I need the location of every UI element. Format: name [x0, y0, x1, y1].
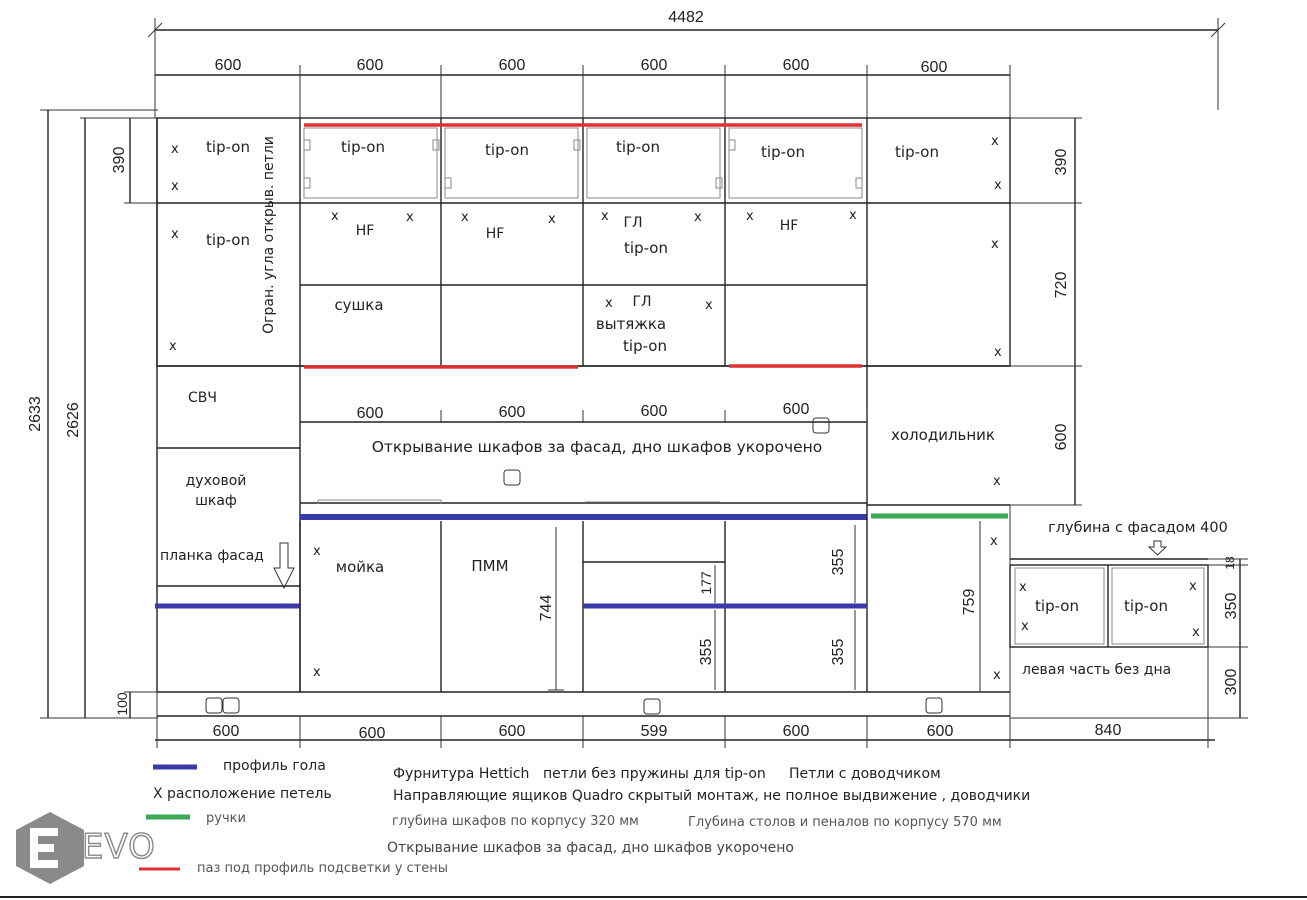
note-depth-upper: глубина шкафов по корпусу 320 мм [392, 814, 639, 829]
vytyazhka-label: вытяжка [595, 315, 667, 333]
hinge-limit-label: Огран. угла открыв. петли [261, 136, 277, 334]
hf-label: HF [485, 226, 505, 242]
mid-width-1: 600 [356, 405, 384, 422]
note-hinges-tipon: петли без пружины для tip-on [543, 766, 766, 782]
mid-width-2: 600 [498, 404, 526, 421]
fridge-label: холодильник [891, 426, 995, 444]
hinge-mark: x [605, 296, 613, 311]
down-arrow-icon [274, 543, 294, 588]
mid-width-4: 600 [782, 401, 810, 418]
tip-on-label: tip-on [1124, 597, 1168, 615]
bottom-width-2: 600 [358, 725, 386, 742]
top-width-2: 600 [356, 57, 384, 74]
tip-on-label: tip-on [616, 138, 660, 156]
height-350: 350 [1223, 592, 1240, 620]
hinge-mark: x [331, 209, 339, 224]
hinge-mark: x [171, 142, 179, 157]
logo-text: EVO [82, 827, 156, 867]
height-390-right: 390 [1053, 148, 1070, 176]
tip-on-label: tip-on [206, 231, 250, 249]
tip-on-label: tip-on [206, 138, 250, 156]
sushka-label: сушка [334, 296, 384, 314]
note-depth-lower: Глубина столов и пеналов по корпусу 570 мм [688, 815, 1002, 830]
oven-label-2: шкаф [195, 493, 237, 509]
height-600: 600 [1053, 423, 1070, 451]
legend-gola-label: профиль гола [223, 758, 326, 774]
bottom-widths-dimension [155, 716, 1215, 748]
hinge-mark: x [461, 210, 469, 225]
note-quadro: Направляющие ящиков Quadro скрытый монтаж, не полное выдвижение , доводчики [393, 788, 1031, 804]
hinge-mark: x [990, 534, 998, 549]
top-width-6: 600 [920, 59, 948, 76]
hinge-mark: x [1021, 619, 1029, 634]
hinge-mark: x [313, 665, 321, 680]
legend-groove-label: паз под профиль подсветки у стены [197, 861, 449, 876]
sink-label: мойка [335, 558, 385, 576]
bottom-width-4: 599 [640, 723, 668, 740]
right-height-dimensions [1010, 118, 1082, 505]
right-side-section [1010, 520, 1248, 718]
legend-hinge-label: Х расположение петель [153, 786, 332, 802]
depth-label: глубина с фасадом 400 [1048, 520, 1228, 536]
upper-labels [206, 136, 939, 355]
hinge-mark: x [994, 345, 1002, 360]
tip-on-label: tip-on [341, 138, 385, 156]
note-opening: Открывание шкафов за фасад, дно шкафов укорочено [387, 840, 794, 856]
planka-label: планка фасад [160, 548, 264, 564]
overall-width-label: 4482 [668, 9, 704, 26]
gl-label: ГЛ [632, 294, 652, 310]
down-arrow-icon [1149, 541, 1166, 555]
bottom-width-5: 600 [782, 723, 810, 740]
height-355-b: 355 [830, 548, 847, 576]
opening-note-label: Открывание шкафов за фасад, дно шкафов укорочено [371, 438, 823, 456]
hinge-mark: x [169, 339, 177, 354]
height-18: 18 [1223, 556, 1237, 570]
hinge-mark: x [849, 208, 857, 223]
bottom-width-3: 600 [498, 723, 526, 740]
base-cabinets [157, 426, 1010, 716]
hinge-mark: x [171, 227, 179, 242]
hf-label: HF [355, 223, 375, 239]
top-width-1: 600 [214, 57, 242, 74]
note-hettich: Фурнитура Hettich [393, 766, 530, 782]
hinge-mark: x [548, 212, 556, 227]
top-width-5: 600 [782, 57, 810, 74]
gl-label: ГЛ [623, 215, 643, 231]
hinge-mark: x [313, 544, 321, 559]
height-759: 759 [961, 588, 978, 616]
bottom-width-right: 840 [1094, 722, 1122, 739]
overall-dimension [148, 9, 1225, 118]
pmm-label: ПММ [471, 557, 509, 575]
hinge-mark: x [694, 210, 702, 225]
height-744: 744 [538, 594, 555, 622]
hinge-mark: x [991, 134, 999, 149]
height-177: 177 [698, 571, 714, 595]
hinge-mark: x [601, 209, 609, 224]
left-height-dimensions [27, 110, 158, 718]
height-355-a: 355 [698, 638, 715, 666]
height-100: 100 [114, 692, 130, 716]
tip-on-label: tip-on [761, 143, 805, 161]
evo-logo [16, 812, 156, 884]
svch-label: СВЧ [188, 390, 217, 406]
tip-on-label: tip-on [485, 141, 529, 159]
top-width-3: 600 [498, 57, 526, 74]
tip-on-label: tip-on [895, 143, 939, 161]
bottom-width-1: 600 [212, 723, 240, 740]
middle-zone [300, 366, 867, 504]
oven-label-1: духовой [185, 473, 247, 489]
hinge-mark: x [993, 668, 1001, 683]
hf-label: HF [779, 218, 799, 234]
mid-width-3: 600 [640, 403, 668, 420]
hinge-mark: x [994, 178, 1002, 193]
height-2633: 2633 [27, 396, 44, 432]
bottom-width-6: 600 [926, 723, 954, 740]
left-tall-column [155, 118, 300, 692]
notes [387, 766, 1030, 856]
legend-handles-label: ручки [206, 811, 246, 826]
tip-on-label: tip-on [1035, 597, 1079, 615]
hinge-mark: x [993, 474, 1001, 489]
hinge-mark: x [705, 298, 713, 313]
hinge-mark: x [171, 179, 179, 194]
top-width-4: 600 [640, 57, 668, 74]
hinge-mark: x [746, 209, 754, 224]
tip-on-label: tip-on [623, 337, 667, 355]
top-widths-dimension [155, 57, 1010, 118]
hinge-mark: x [1019, 580, 1027, 595]
note-soft-close: Петли с доводчиком [789, 766, 941, 782]
hinge-mark: x [991, 237, 999, 252]
hinge-mark: x [1192, 625, 1200, 640]
hinge-mark: x [1189, 579, 1197, 594]
height-390-left: 390 [111, 146, 128, 174]
left-part-label: левая часть без дна [1022, 662, 1172, 678]
height-300: 300 [1223, 668, 1240, 696]
height-2626: 2626 [65, 402, 82, 438]
hinge-marks-upper [169, 134, 1002, 489]
height-720: 720 [1053, 271, 1070, 299]
height-355-c: 355 [830, 638, 847, 666]
hinge-mark: x [406, 210, 414, 225]
tip-on-label: tip-on [624, 239, 668, 257]
